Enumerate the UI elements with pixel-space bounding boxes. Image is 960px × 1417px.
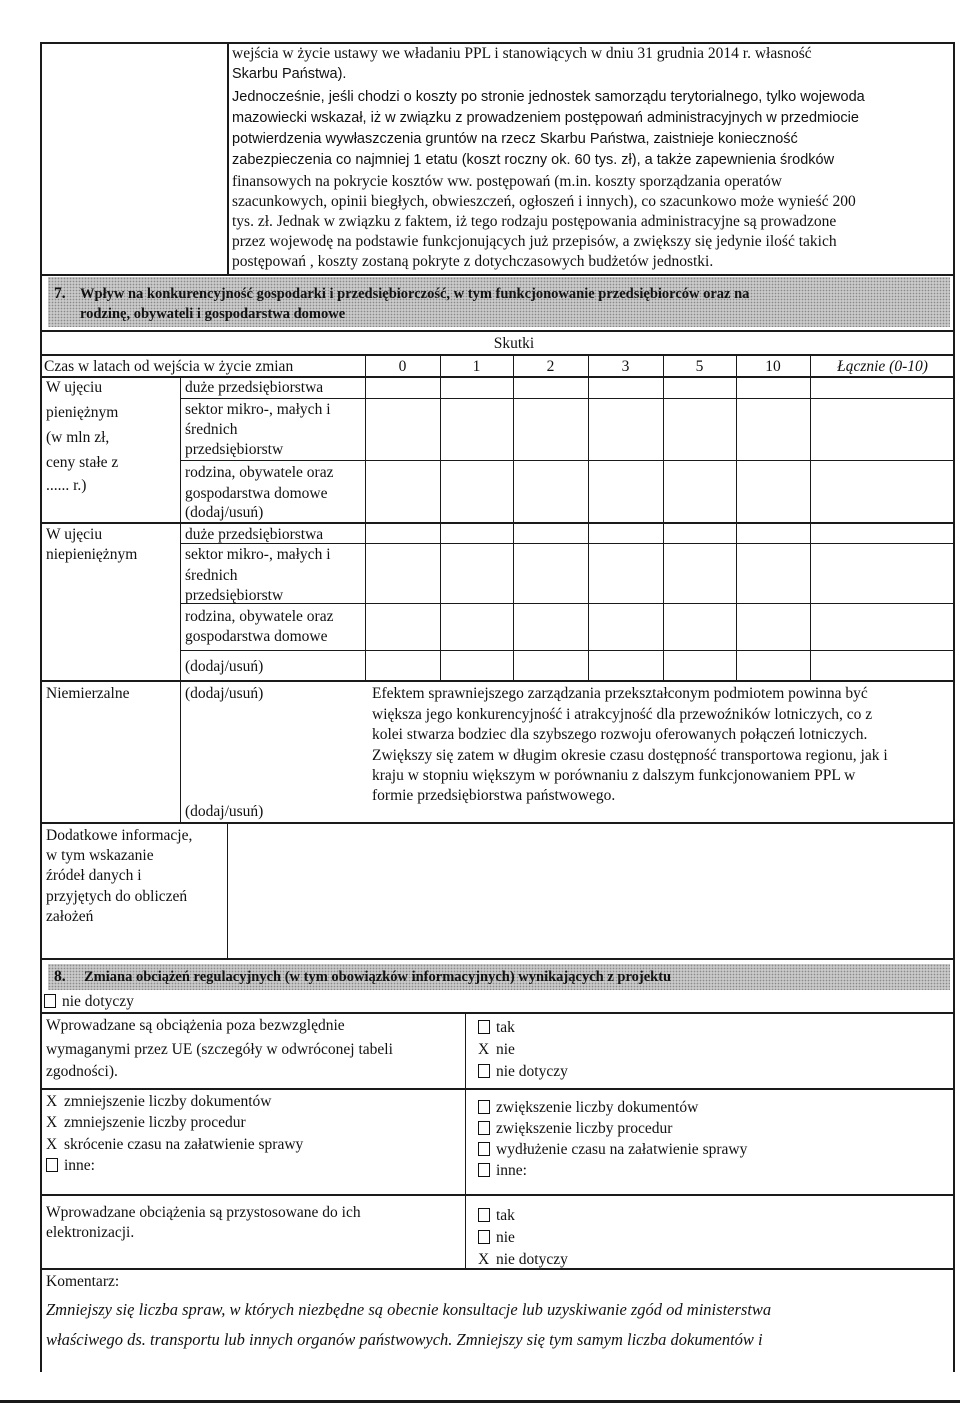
text-line: postępowań , koszty zostaną pokryte z dotychczasowych budżetów jednostki. — [232, 253, 714, 270]
text-line: przez wojewodę na podstawie funkcjonujących już przepisów, a zwiększy się jedynie ilość takich — [232, 233, 837, 250]
not-applicable-option[interactable] — [44, 992, 134, 1012]
row-households: rodzina, obywatele oraz — [185, 608, 334, 625]
row-sme: sektor mikro-, małych i — [185, 401, 331, 418]
electronic-question: elektronizacji. — [46, 1224, 135, 1241]
x-mark: X — [46, 1136, 58, 1153]
label-line: przyjętych do obliczeń — [46, 888, 188, 905]
label-line: (w mln zł, — [46, 429, 110, 446]
divider — [180, 460, 955, 461]
text-line: finansowych na pokrycie kosztów ww. postępowań (m.in. koszty sporządzania operatów — [232, 173, 782, 190]
text-line: formie przedsiębiorstwa państwowego. — [372, 787, 616, 804]
divider — [180, 603, 955, 604]
label-line: źródeł danych i — [46, 867, 142, 884]
change-option[interactable] — [46, 1156, 95, 1176]
year-5: 5 — [695, 358, 704, 375]
row-sme: sektor mikro-, małych i — [185, 546, 331, 563]
year-1: 1 — [472, 358, 481, 375]
option-label: nie — [496, 1041, 515, 1058]
label-line: założeń — [46, 908, 94, 925]
col-divider — [513, 354, 514, 682]
row-sme: średnich — [185, 421, 238, 438]
checkbox[interactable] — [478, 1064, 490, 1078]
col-divider — [663, 354, 664, 682]
comment-label: Komentarz: — [46, 1273, 120, 1290]
text-line: potwierdzenia wywłaszczenia gruntów na rzecz Skarbu Państwa, zaistnieje konieczność — [232, 131, 798, 147]
col-divider — [365, 354, 366, 682]
checkbox[interactable] — [478, 1100, 490, 1114]
divider — [40, 1194, 955, 1196]
row-households: gospodarstwa domowe — [185, 628, 328, 645]
row-large-enterprises: duże przedsiębiorstwa — [185, 379, 324, 396]
checkbox[interactable] — [478, 1020, 490, 1034]
checkbox[interactable] — [478, 1121, 490, 1135]
option-label: zmniejszenie liczby procedur — [64, 1114, 246, 1131]
year-0: 0 — [398, 358, 407, 375]
option-label: skrócenie czasu na załatwienie sprawy — [64, 1136, 304, 1153]
checkbox[interactable] — [478, 1208, 490, 1222]
option-label: inne: — [496, 1162, 527, 1179]
border-right — [953, 42, 955, 1372]
divider — [40, 274, 955, 276]
col-divider — [810, 354, 811, 682]
divider — [40, 522, 955, 524]
effects-header: Skutki — [493, 335, 535, 352]
text-line: kraju w stopniu większym w porównaniu z dalszym funkcjonowaniem PPL w — [372, 767, 856, 784]
option-label: tak — [496, 1207, 515, 1224]
border-bottom — [0, 1400, 960, 1403]
add-remove-link[interactable]: (dodaj/usuń) — [185, 685, 264, 702]
electronic-option-na[interactable] — [478, 1250, 568, 1270]
option-label: nie dotyczy — [496, 1063, 568, 1080]
label-line: ...... r.) — [46, 477, 87, 494]
checkbox[interactable] — [478, 1230, 490, 1244]
row-large-enterprises: duże przedsiębiorstwa — [185, 526, 324, 543]
option-label: nie dotyczy — [496, 1251, 568, 1268]
add-remove-link[interactable]: (dodaj/usuń) — [185, 504, 264, 521]
col-divider — [465, 1012, 466, 1268]
label-line: Dodatkowe informacje, — [46, 827, 193, 844]
x-mark: X — [46, 1093, 58, 1110]
x-mark: X — [46, 1114, 58, 1131]
text-line: szacunkowych, opinii biegłych, obwieszczeń, ogłoszeń i innych), co szacunkowo może wynieść 200 — [232, 193, 856, 210]
change-option[interactable] — [46, 1092, 271, 1112]
comment-text: Zmniejszy się liczba spraw, w których niezbędne są obecnie konsultacje lub uzyskiwanie zgód od ministerstwa — [46, 1300, 772, 1319]
divider — [40, 354, 955, 356]
label-line: w tym wskazanie — [46, 847, 154, 864]
text-line: zabezpieczenia co najmniej 1 etatu (koszt roczny ok. 60 tys. zł), a także zapewnienia środków — [232, 152, 835, 168]
divider — [40, 1088, 955, 1090]
row-sme: średnich — [185, 567, 238, 584]
text-line: mazowiecki wskazał, iż w związku z prowadzeniem postępowań administracyjnych w przedmiocie — [232, 110, 859, 126]
label-line: ceny stałe z — [46, 454, 119, 471]
text-line: Skarbu Państwa). — [232, 66, 347, 82]
burdens-option-no[interactable] — [478, 1040, 515, 1060]
option-label: nie dotyczy — [62, 993, 134, 1010]
col-divider — [588, 354, 589, 682]
text-line: Efektem sprawniejszego zarządzania przekształconym podmiotem powinna być — [372, 685, 868, 702]
electronic-question: Wprowadzane obciążenia są przystosowane do ich — [46, 1204, 361, 1221]
divider — [40, 958, 955, 960]
option-label: zmniejszenie liczby dokumentów — [64, 1093, 272, 1110]
divider-top-col — [227, 42, 229, 274]
text-line: kolei stwarza bodziec dla szybszego rozwoju oferowanych połączeń lotniczych. — [372, 726, 868, 743]
row-households: rodzina, obywatele oraz — [185, 464, 334, 481]
non-monetary-label: niepieniężnym — [46, 546, 138, 563]
divider — [40, 822, 955, 824]
text-line: Jednocześnie, jeśli chodzi o koszty po stronie jednostek samorządu terytorialnego, tylko wojewoda — [232, 89, 865, 105]
change-option[interactable] — [478, 1140, 747, 1160]
comment-text: właściwego ds. transportu lub innych organów państwowych. Zmniejszy się tym samym liczba dokumentów i — [46, 1330, 763, 1349]
option-label: zwiększenie liczby dokumentów — [496, 1099, 699, 1116]
add-remove-link[interactable]: (dodaj/usuń) — [185, 803, 264, 820]
divider — [180, 650, 955, 651]
change-option[interactable] — [478, 1119, 672, 1139]
col-divider — [736, 354, 737, 682]
year-3: 3 — [621, 358, 630, 375]
section7-title: Wpływ na konkurencyjność gospodarki i przedsiębiorczość, w tym funkcjonowanie przedsiębiorców oraz na — [80, 286, 750, 302]
question-line: zgodności). — [46, 1063, 118, 1080]
question-line: Wprowadzane są obciążenia poza bezwzględnie — [46, 1017, 345, 1034]
unmeasurable-label: Niemierzalne — [46, 685, 130, 702]
change-option[interactable] — [478, 1098, 698, 1118]
checkbox[interactable] — [478, 1163, 490, 1177]
col-divider — [440, 354, 441, 682]
burdens-option-yes[interactable] — [478, 1018, 515, 1038]
checkbox[interactable] — [44, 994, 56, 1008]
row-households: gospodarstwa domowe — [185, 485, 328, 502]
text-line: Zwiększy się zatem w długim okresie czasu dostępność transportowa regionu, jak i — [372, 747, 888, 764]
text-line: tys. zł. Jednak w związku z faktem, iż tego rodzaju postępowania administracyjne są prowadzone — [232, 213, 837, 230]
x-mark: X — [478, 1041, 490, 1058]
text-line: większa jego konkurencyjność i atrakcyjność dla przewoźników lotniczych, co z — [372, 706, 873, 723]
option-label: zwiększenie liczby procedur — [496, 1120, 673, 1137]
col-divider — [227, 822, 228, 958]
electronic-option-yes[interactable] — [478, 1206, 515, 1226]
time-label: Czas w latach od wejścia w życie zmian — [44, 358, 294, 375]
label-line: W ujęciu — [46, 379, 103, 396]
option-label: inne: — [64, 1157, 95, 1174]
year-2: 2 — [546, 358, 555, 375]
row-sme: przedsiębiorstw — [185, 587, 284, 604]
section8-title: Zmiana obciążeń regulacyjnych (w tym obowiązków informacyjnych) wynikających z projektu — [84, 969, 672, 985]
change-option[interactable] — [46, 1135, 303, 1155]
divider — [40, 330, 955, 332]
electronic-option-no[interactable] — [478, 1228, 515, 1248]
divider — [180, 398, 955, 399]
add-remove-link[interactable]: (dodaj/usuń) — [185, 658, 264, 675]
divider — [40, 680, 955, 682]
burdens-option-na[interactable] — [478, 1062, 568, 1082]
option-label: tak — [496, 1019, 515, 1036]
option-label: nie — [496, 1229, 515, 1246]
row-sme: przedsiębiorstw — [185, 441, 284, 458]
question-line: wymaganymi przez UE (szczegóły w odwróconej tabeli — [46, 1041, 393, 1058]
checkbox[interactable] — [478, 1142, 490, 1156]
col-divider — [180, 376, 181, 822]
non-monetary-label: W ujęciu — [46, 526, 103, 543]
total-label: Łącznie (0-10) — [837, 358, 928, 375]
checkbox[interactable] — [46, 1158, 58, 1172]
section7-title-line2: rodzinę, obywateli i gospodarstwa domowe — [80, 306, 346, 322]
section7-number: 7. — [54, 285, 66, 302]
change-option[interactable] — [46, 1113, 246, 1133]
year-10: 10 — [765, 358, 781, 375]
divider — [40, 1012, 955, 1014]
section8-number: 8. — [54, 968, 66, 985]
x-mark: X — [478, 1251, 490, 1268]
text-line: wejścia w życie ustawy we władaniu PPL i stanowiących w dniu 31 grudnia 2014 r. własność — [232, 45, 812, 62]
change-option[interactable] — [478, 1161, 527, 1181]
option-label: wydłużenie czasu na załatwienie sprawy — [496, 1141, 748, 1158]
border-left — [40, 42, 42, 1372]
label-line: pieniężnym — [46, 404, 119, 421]
